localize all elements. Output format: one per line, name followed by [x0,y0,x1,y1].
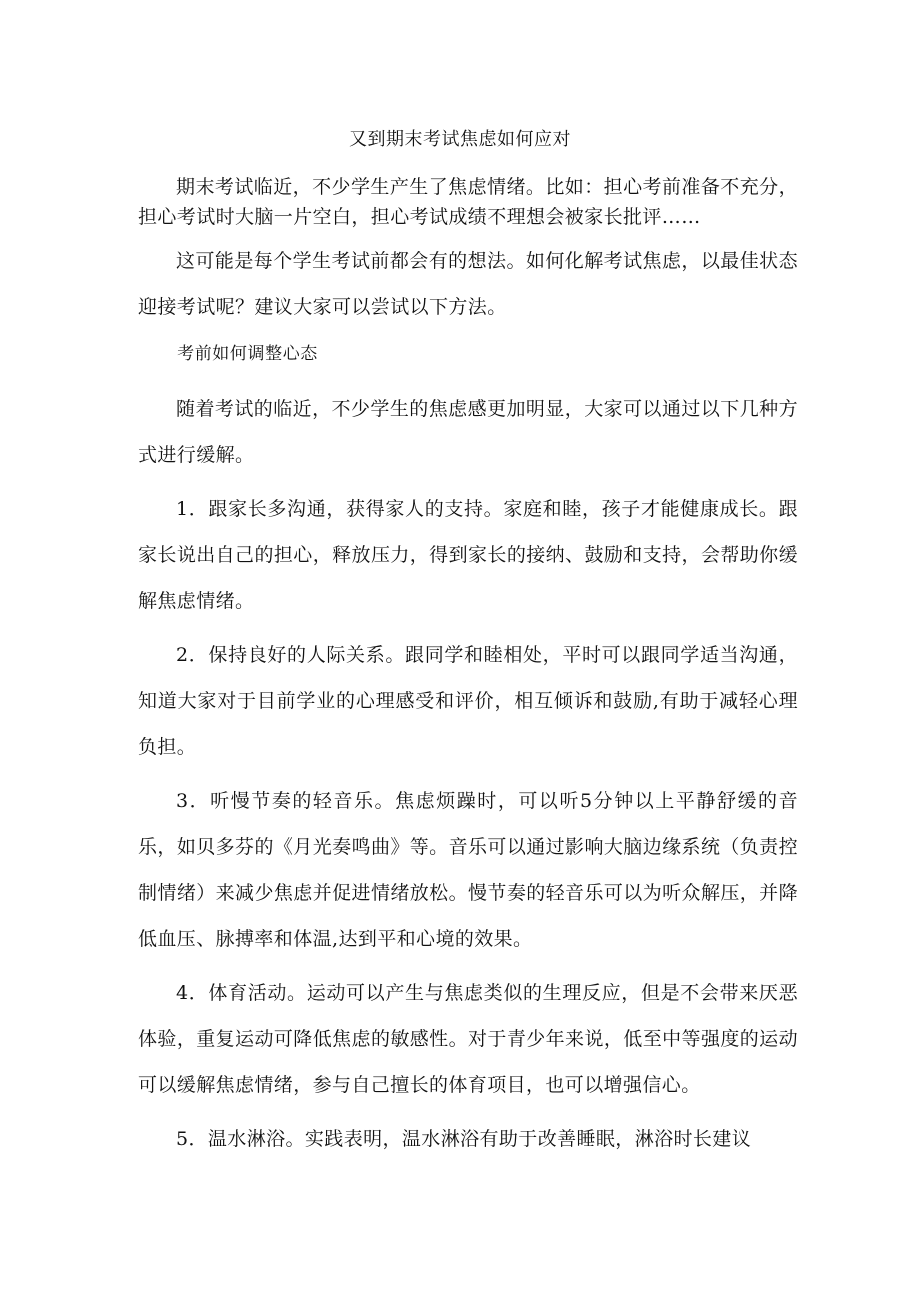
list-item-4: 4．体育活动。运动可以产生与焦虑类似的生理反应，但是不会带来厌恶体验，重复运动可降低焦虑的敏感性。对于青少年来说，低至中等强度的运动可以缓解焦虑情绪，参与自己擅长的体育项目，也可以增强信心。 [138,982,798,1096]
list-item-1: 1．跟家长多沟通，获得家人的支持。家庭和睦，孩子才能健康成长。跟家长说出自己的担心，释放压力，得到家长的接纳、鼓励和支持，会帮助你缓解焦虑情绪。 [138,498,798,612]
intro-paragraph-1: 期末考试临近，不少学生产生了焦虑情绪。比如：担心考前准备不充分，担心考试时大脑一片空白，担心考试成绩不理想会被家长批评…… [138,176,798,228]
list-item-3: 3．听慢节奏的轻音乐。焦虑烦躁时，可以听5分钟以上平静舒缓的音乐，如贝多芬的《月光奏鸣曲》等。音乐可以通过影响大脑边缘系统（负责控制情绪）来减少焦虑并促进情绪放松。慢节奏的轻音乐可以为听众解压，并降低血压、脉搏率和体温,达到平和心境的效果。 [138,790,798,950]
list-item-5: 5．温水淋浴。实践表明，温水淋浴有助于改善睡眠，淋浴时长建议 [176,1128,752,1150]
document-title: 又到期末考试焦虑如何应对 [349,129,571,150]
list-item-2: 2．保持良好的人际关系。跟同学和睦相处，平时可以跟同学适当沟通，知道大家对于目前学业的心理感受和评价，相互倾诉和鼓励,有助于减轻心理负担。 [138,644,798,758]
intro-paragraph-2: 这可能是每个学生考试前都会有的想法。如何化解考试焦虑，以最佳状态迎接考试呢？建议大家可以尝试以下方法。 [138,250,798,318]
section-intro-paragraph: 随着考试的临近，不少学生的焦虑感更加明显，大家可以通过以下几种方式进行缓解。 [138,398,798,466]
section-heading: 考前如何调整心态 [177,344,318,364]
